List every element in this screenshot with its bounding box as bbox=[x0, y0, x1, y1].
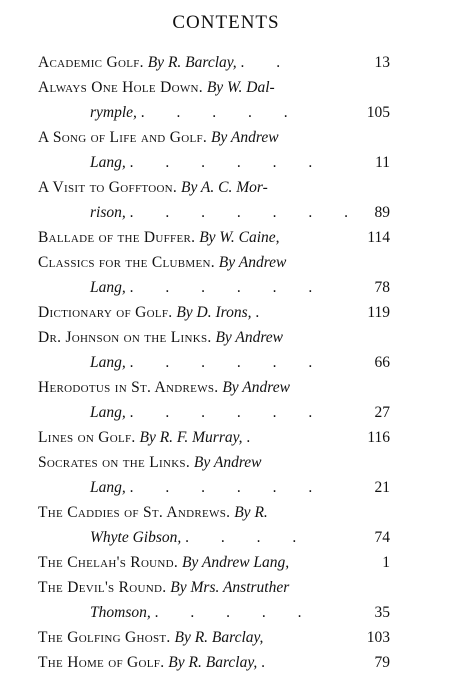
entry-author: By W. Caine, bbox=[199, 229, 280, 246]
dot-leader: . . . . . bbox=[154, 604, 316, 621]
entry-title: The Chelah's Round. bbox=[38, 554, 179, 571]
entry-author: Lang, bbox=[90, 279, 126, 296]
toc-line bbox=[38, 625, 390, 650]
entry-author: Whyte Gibson, bbox=[90, 529, 182, 546]
entry-author: By R. Barclay, bbox=[168, 654, 258, 671]
entry-author: Lang, bbox=[90, 154, 126, 171]
toc-line bbox=[38, 250, 390, 275]
entry-author: By R. bbox=[234, 504, 268, 521]
toc-line bbox=[38, 375, 390, 400]
entry-author: By Andrew bbox=[193, 454, 262, 471]
toc-line-continuation bbox=[90, 150, 390, 175]
entry-author: By R. Barclay, bbox=[174, 629, 264, 646]
entry-title: The Home of Golf. bbox=[38, 654, 165, 671]
entry-title: Ballade of the Duffer. bbox=[38, 229, 196, 246]
toc-line bbox=[38, 75, 390, 100]
toc-line bbox=[38, 450, 390, 475]
toc-line bbox=[38, 300, 390, 325]
page-number: 21 bbox=[374, 479, 390, 496]
entry-author: By A. C. Mor- bbox=[180, 179, 268, 196]
page-number: 13 bbox=[374, 54, 390, 71]
entry-author: By Andrew Lang, bbox=[181, 554, 290, 571]
entry-title: Socrates on the Links. bbox=[38, 454, 191, 471]
entry-title: Lines on Golf. bbox=[38, 429, 136, 446]
dot-leader: . bbox=[261, 654, 279, 671]
entry-author: By R. F. Murray, bbox=[139, 429, 243, 446]
entry-author: Lang, bbox=[90, 404, 126, 421]
toc-line bbox=[38, 50, 390, 75]
page-number: 103 bbox=[366, 629, 390, 646]
toc-line bbox=[38, 650, 390, 675]
entry-author: Lang, bbox=[90, 479, 126, 496]
dot-leader: . . . . . bbox=[140, 104, 302, 121]
dot-leader: . . . . bbox=[185, 529, 311, 546]
dot-leader: . . . . . . . bbox=[129, 204, 362, 221]
page-number: 119 bbox=[367, 304, 390, 321]
contents-heading: CONTENTS bbox=[172, 12, 280, 33]
page-number: 66 bbox=[374, 354, 390, 371]
toc-line-continuation bbox=[90, 200, 390, 225]
entry-title: A Visit to Gofftoon. bbox=[38, 179, 178, 196]
toc-line-continuation bbox=[90, 600, 390, 625]
page-number: 79 bbox=[374, 654, 390, 671]
entry-title: A Song of Life and Golf. bbox=[38, 129, 208, 146]
dot-leader: . . . . . . bbox=[129, 404, 327, 421]
toc-line bbox=[38, 425, 390, 450]
entry-author: Thomson, bbox=[90, 604, 151, 621]
toc-line bbox=[38, 500, 390, 525]
toc-line-continuation bbox=[90, 275, 390, 300]
toc-line bbox=[38, 225, 390, 250]
page-number: 1 bbox=[382, 554, 390, 571]
entry-author: By D. Irons, bbox=[176, 304, 252, 321]
toc-line bbox=[38, 325, 390, 350]
page-number: 89 bbox=[374, 204, 390, 221]
toc-line-continuation bbox=[90, 100, 390, 125]
dot-leader: . . . . . . bbox=[129, 154, 327, 171]
entry-author: By Andrew bbox=[218, 254, 287, 271]
toc-line bbox=[38, 550, 390, 575]
toc-line-continuation bbox=[90, 400, 390, 425]
entry-author: By Andrew bbox=[222, 379, 290, 396]
entry-author: rymple, bbox=[90, 104, 137, 121]
page-number: 116 bbox=[367, 429, 390, 446]
page-number: 35 bbox=[374, 604, 390, 621]
entry-title: Academic Golf. bbox=[38, 54, 144, 71]
page-number: 78 bbox=[374, 279, 390, 296]
entry-title: Dr. Johnson on the Links. bbox=[38, 329, 212, 346]
toc-line-continuation bbox=[90, 525, 390, 550]
entry-author: By W. Dal- bbox=[206, 79, 275, 96]
dot-leader: . . . . . . bbox=[129, 479, 327, 496]
entry-author: By Andrew bbox=[210, 129, 279, 146]
toc-line-continuation bbox=[90, 475, 390, 500]
dot-leader: . bbox=[246, 429, 265, 446]
page-number: 74 bbox=[374, 529, 390, 546]
entry-author: By R. Barclay, bbox=[147, 54, 237, 71]
page-number: 105 bbox=[366, 104, 390, 121]
dot-leader: . . . . . . bbox=[129, 354, 327, 371]
entry-title: The Caddies of St. Andrews. bbox=[38, 504, 231, 521]
entry-title: Always One Hole Down. bbox=[38, 79, 203, 96]
entry-title: Dictionary of Golf. bbox=[38, 304, 173, 321]
toc-line bbox=[38, 175, 390, 200]
page-number: 27 bbox=[374, 404, 390, 421]
toc-line-continuation bbox=[90, 350, 390, 375]
entry-title: The Golfing Ghost. bbox=[38, 629, 171, 646]
dot-leader: . . bbox=[240, 54, 295, 71]
toc-line bbox=[38, 575, 390, 600]
entry-author: Lang, bbox=[90, 354, 126, 371]
page-number: 114 bbox=[367, 229, 390, 246]
entry-title: Herodotus in St. Andrews. bbox=[38, 379, 219, 396]
dot-leader: . bbox=[255, 304, 274, 321]
entry-title: Classics for the Clubmen. bbox=[38, 254, 215, 271]
entry-author: By Andrew bbox=[215, 329, 284, 346]
toc-line bbox=[38, 125, 390, 150]
page-number: 11 bbox=[375, 154, 390, 171]
entry-author: By Mrs. Anstruther bbox=[170, 579, 290, 596]
entry-author: rison, bbox=[90, 204, 126, 221]
entry-title: The Devil's Round. bbox=[38, 579, 167, 596]
dot-leader: . . . . . . bbox=[129, 279, 327, 296]
